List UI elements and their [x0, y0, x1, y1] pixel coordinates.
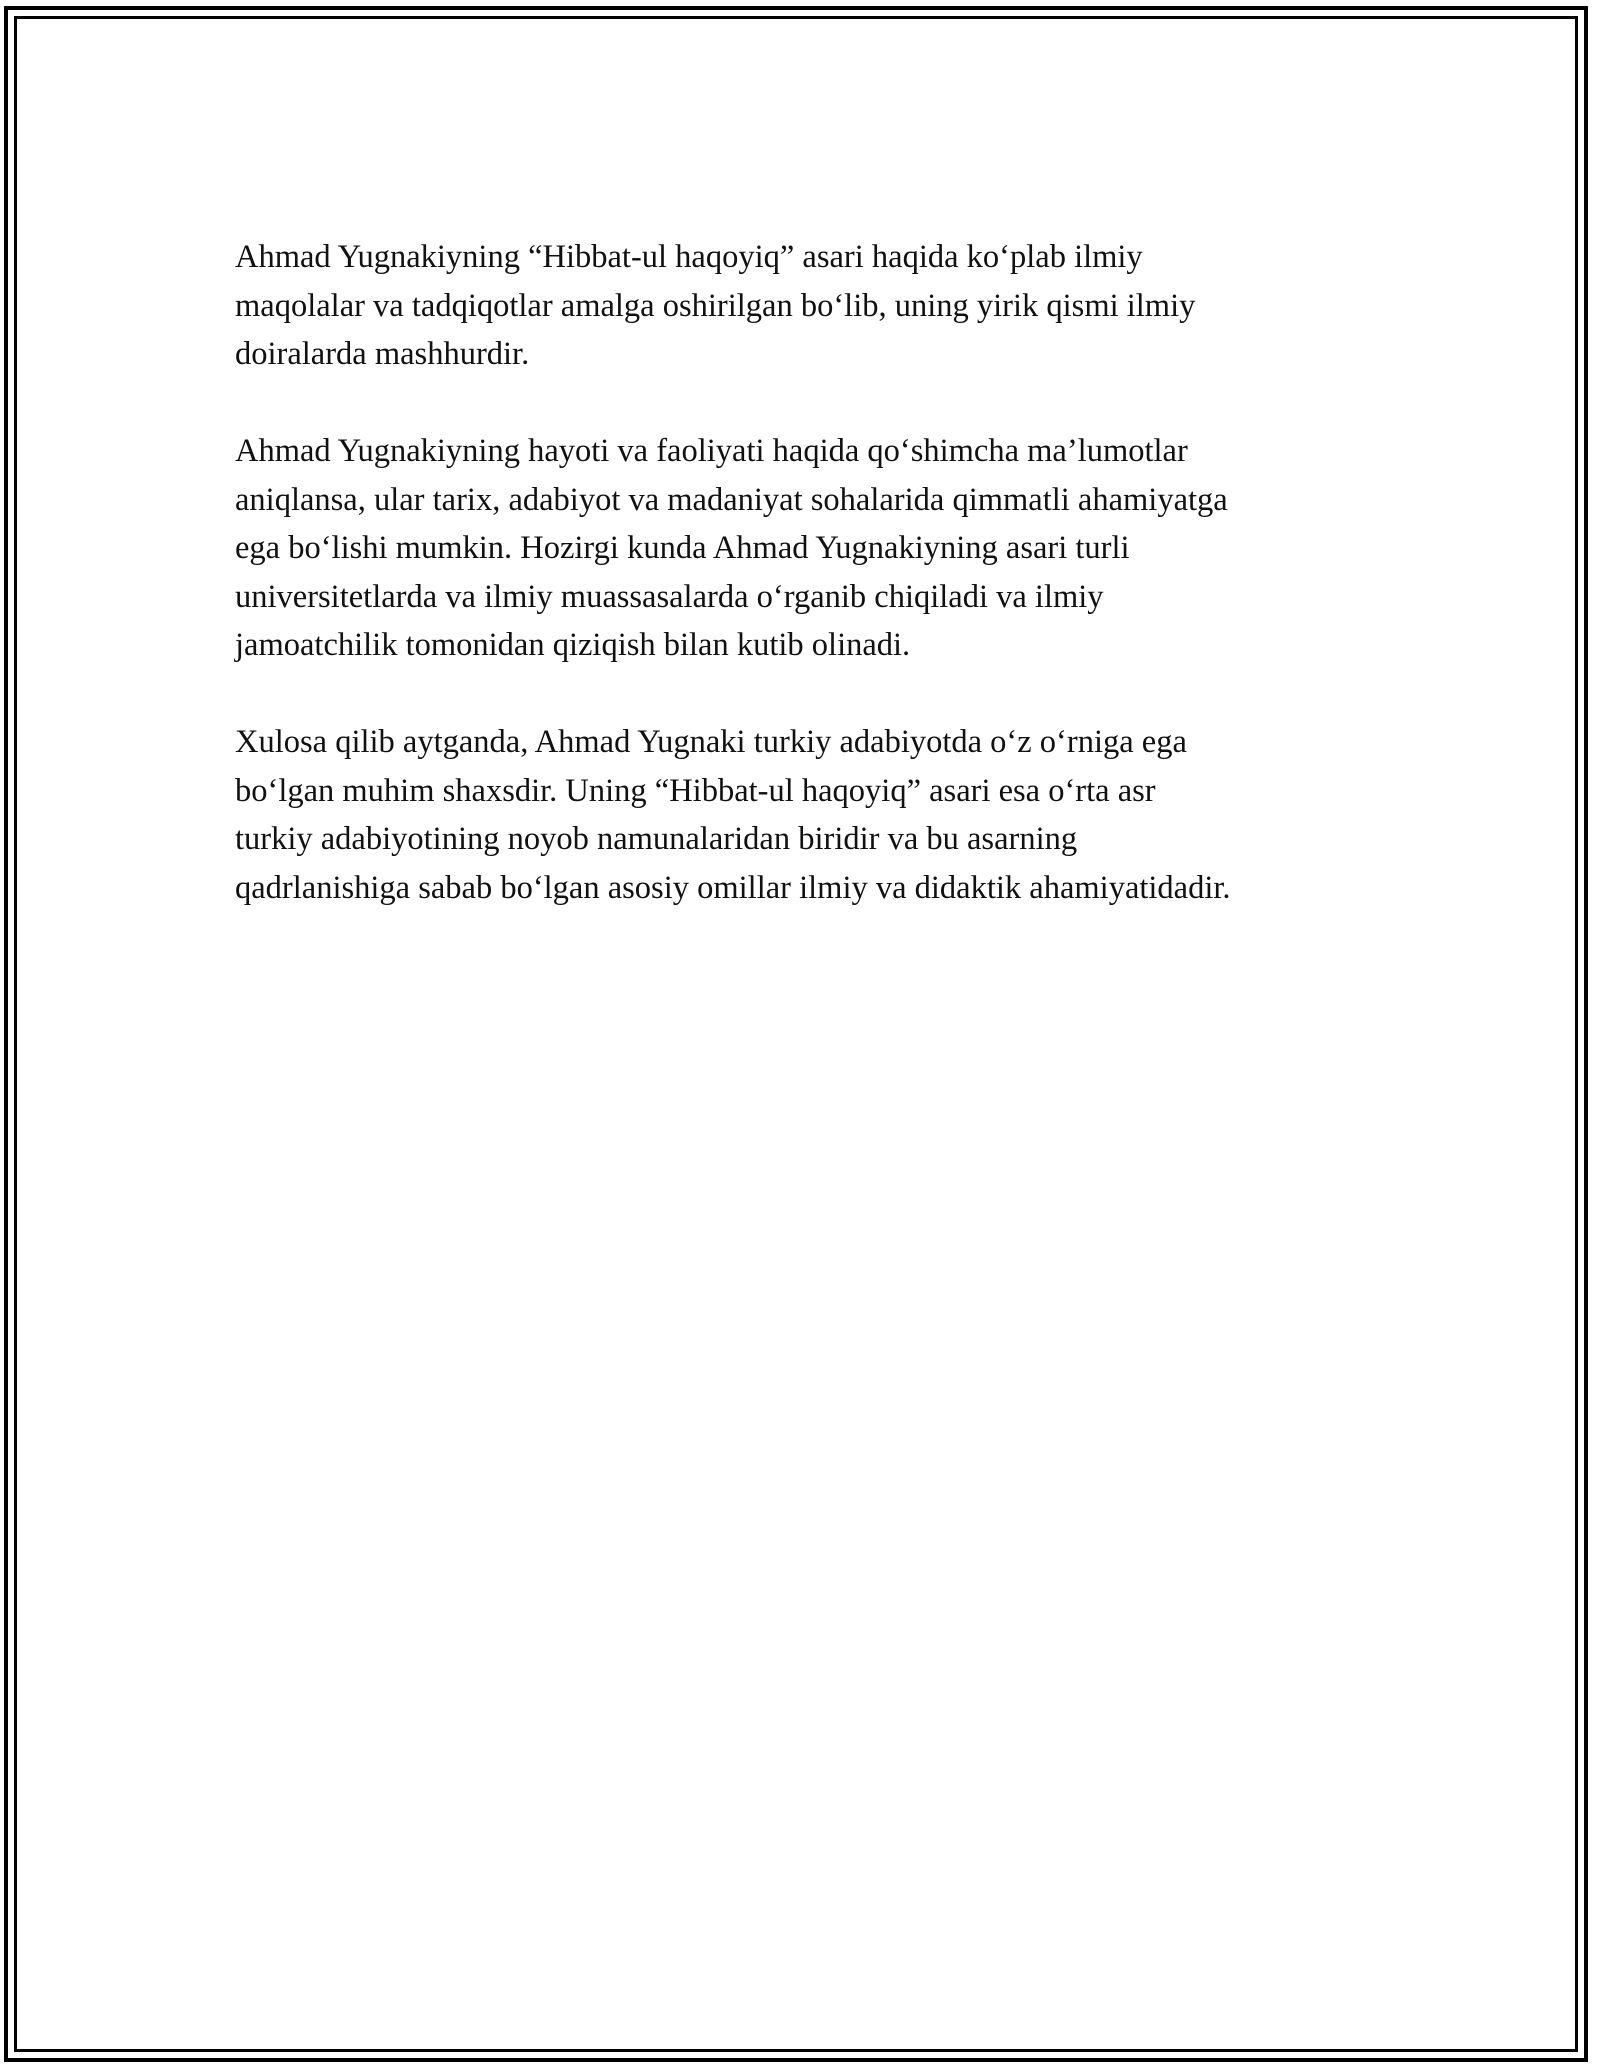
paragraph-1	[235, 233, 1375, 379]
paragraph-line: doiralarda mashhurdir.	[235, 336, 530, 372]
paragraph-line: maqolalar va tadqiqotlar amalga oshirilgan bo‘lib, uning yirik qismi ilmiy	[235, 287, 1196, 324]
paragraph-line: aniqlansa, ular tarix, adabiyot va madaniyat sohalarida qimmatli ahamiyatga	[235, 481, 1228, 518]
paragraph-line: qadrlanishiga sabab bo‘lgan asosiy omillar ilmiy va didaktik ahamiyatidadir.	[235, 869, 1231, 906]
paragraph-2	[235, 427, 1375, 670]
paragraph-3	[235, 718, 1375, 912]
document-body	[235, 233, 1375, 961]
paragraph-line: bo‘lgan muhim shaxsdir. Uning “Hibbat-ul haqoyiq” asari esa o‘rta asr	[235, 772, 1156, 809]
paragraph-line: Ahmad Yugnakiyning hayoti va faoliyati haqida qo‘shimcha ma’lumotlar	[235, 433, 1188, 469]
paragraph-line: jamoatchilik tomonidan qiziqish bilan kutib olinadi.	[235, 627, 911, 663]
paragraph-line: ega bo‘lishi mumkin. Hozirgi kunda Ahmad Yugnakiyning asari turli	[235, 530, 1130, 566]
paragraph-line: universitetlarda va ilmiy muassasalarda o‘rganib chiqiladi va ilmiy	[235, 578, 1104, 615]
paragraph-line: Xulosa qilib aytganda, Ahmad Yugnaki turkiy adabiyotda o‘z o‘rniga ega	[235, 724, 1187, 760]
paragraph-line: turkiy adabiyotining noyob namunalaridan biridir va bu asarning	[235, 821, 1078, 857]
paragraph-line: Ahmad Yugnakiyning “Hibbat-ul haqoyiq” asari haqida ko‘plab ilmiy	[235, 239, 1143, 275]
